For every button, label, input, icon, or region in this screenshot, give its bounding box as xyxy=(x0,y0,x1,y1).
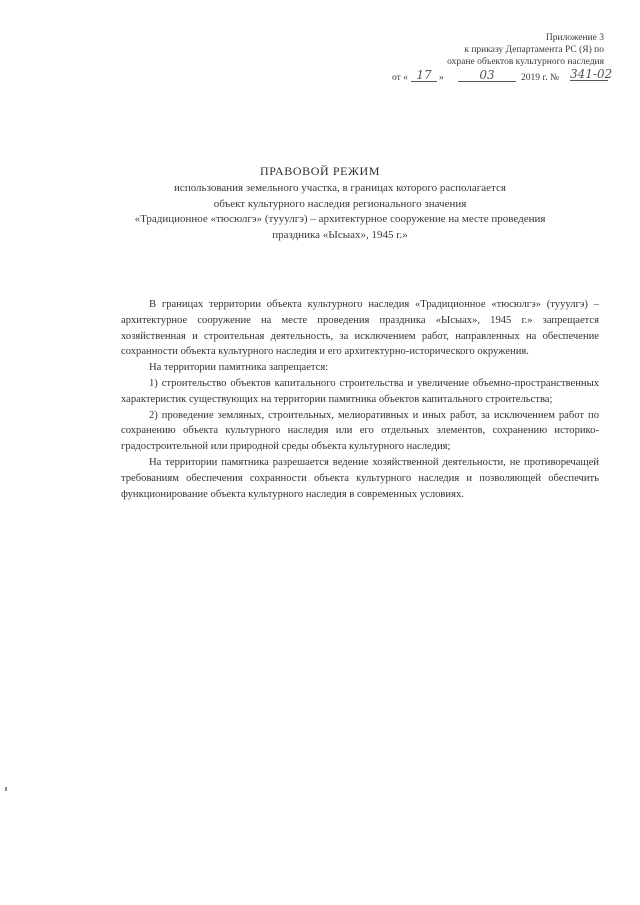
body-paragraph: На территории памятника разрешается ведение хозяйственной деятельности, не противоречащей требованиям обеспечения сохранности объекта культурного наследия и позволяющей обеспечить функционирование объекта культурного наследия в современных условиях. xyxy=(121,456,599,500)
date-prefix: от « xyxy=(392,73,408,83)
date-year: 2019 г. № xyxy=(521,73,560,83)
body-paragraph: На территории памятника запрещается: xyxy=(149,362,329,374)
appendix-label: Приложение 3 xyxy=(545,33,604,43)
subtitle-line: объект культурного наследия регионального значения xyxy=(213,197,467,210)
order-number: 341-02 xyxy=(570,67,613,81)
date-mid: » xyxy=(439,73,444,83)
date-day: 17 xyxy=(411,69,437,82)
scan-margin-mark xyxy=(5,787,7,791)
appendix-order-ref: к приказу Департамента РС (Я) по xyxy=(464,45,604,55)
body-paragraph: В границах территории объекта культурного наследия «Традиционное «тюсюлгэ» (тууулгэ) – архитектурное сооружение на месте проведения праздника «Ысыах», 1945 г.» запрещается хозяйственная и строительная деятельность, за исключением работ, направленных на обеспечение сохранности объекта культурного наследия и его архитектурно-исторического окружения. xyxy=(121,299,599,358)
appendix-date-line xyxy=(392,67,613,86)
subtitle-line: «Традиционное «тюсюлгэ» (тууулгэ) – архитектурное сооружение на месте проведения xyxy=(134,213,546,225)
date-month: 03 xyxy=(458,69,516,82)
subtitle-line: праздника «Ысыах», 1945 г.» xyxy=(272,228,408,241)
subtitle-line: использования земельного участка, в границах которого располагается xyxy=(174,182,506,194)
body-paragraph: 1) строительство объектов капитального строительства и увеличение объемно-пространственных характеристик существующих на территории памятника объектов капитального строительства; xyxy=(121,377,599,405)
body-paragraph: 2) проведение земляных, строительных, мелиоративных и иных работ, за исключением работ по сохранению объекта культурного наследия или его отдельных элементов, сохранению историко-градостроительной или природной среды объекта культурного наследия; xyxy=(121,409,599,453)
appendix-header xyxy=(392,32,613,86)
document-body xyxy=(121,297,599,502)
appendix-department: охране объектов культурного наследия xyxy=(447,57,604,67)
document-title: ПРАВОВОЙ РЕЖИМ xyxy=(260,164,380,178)
document-subtitle xyxy=(120,181,560,243)
